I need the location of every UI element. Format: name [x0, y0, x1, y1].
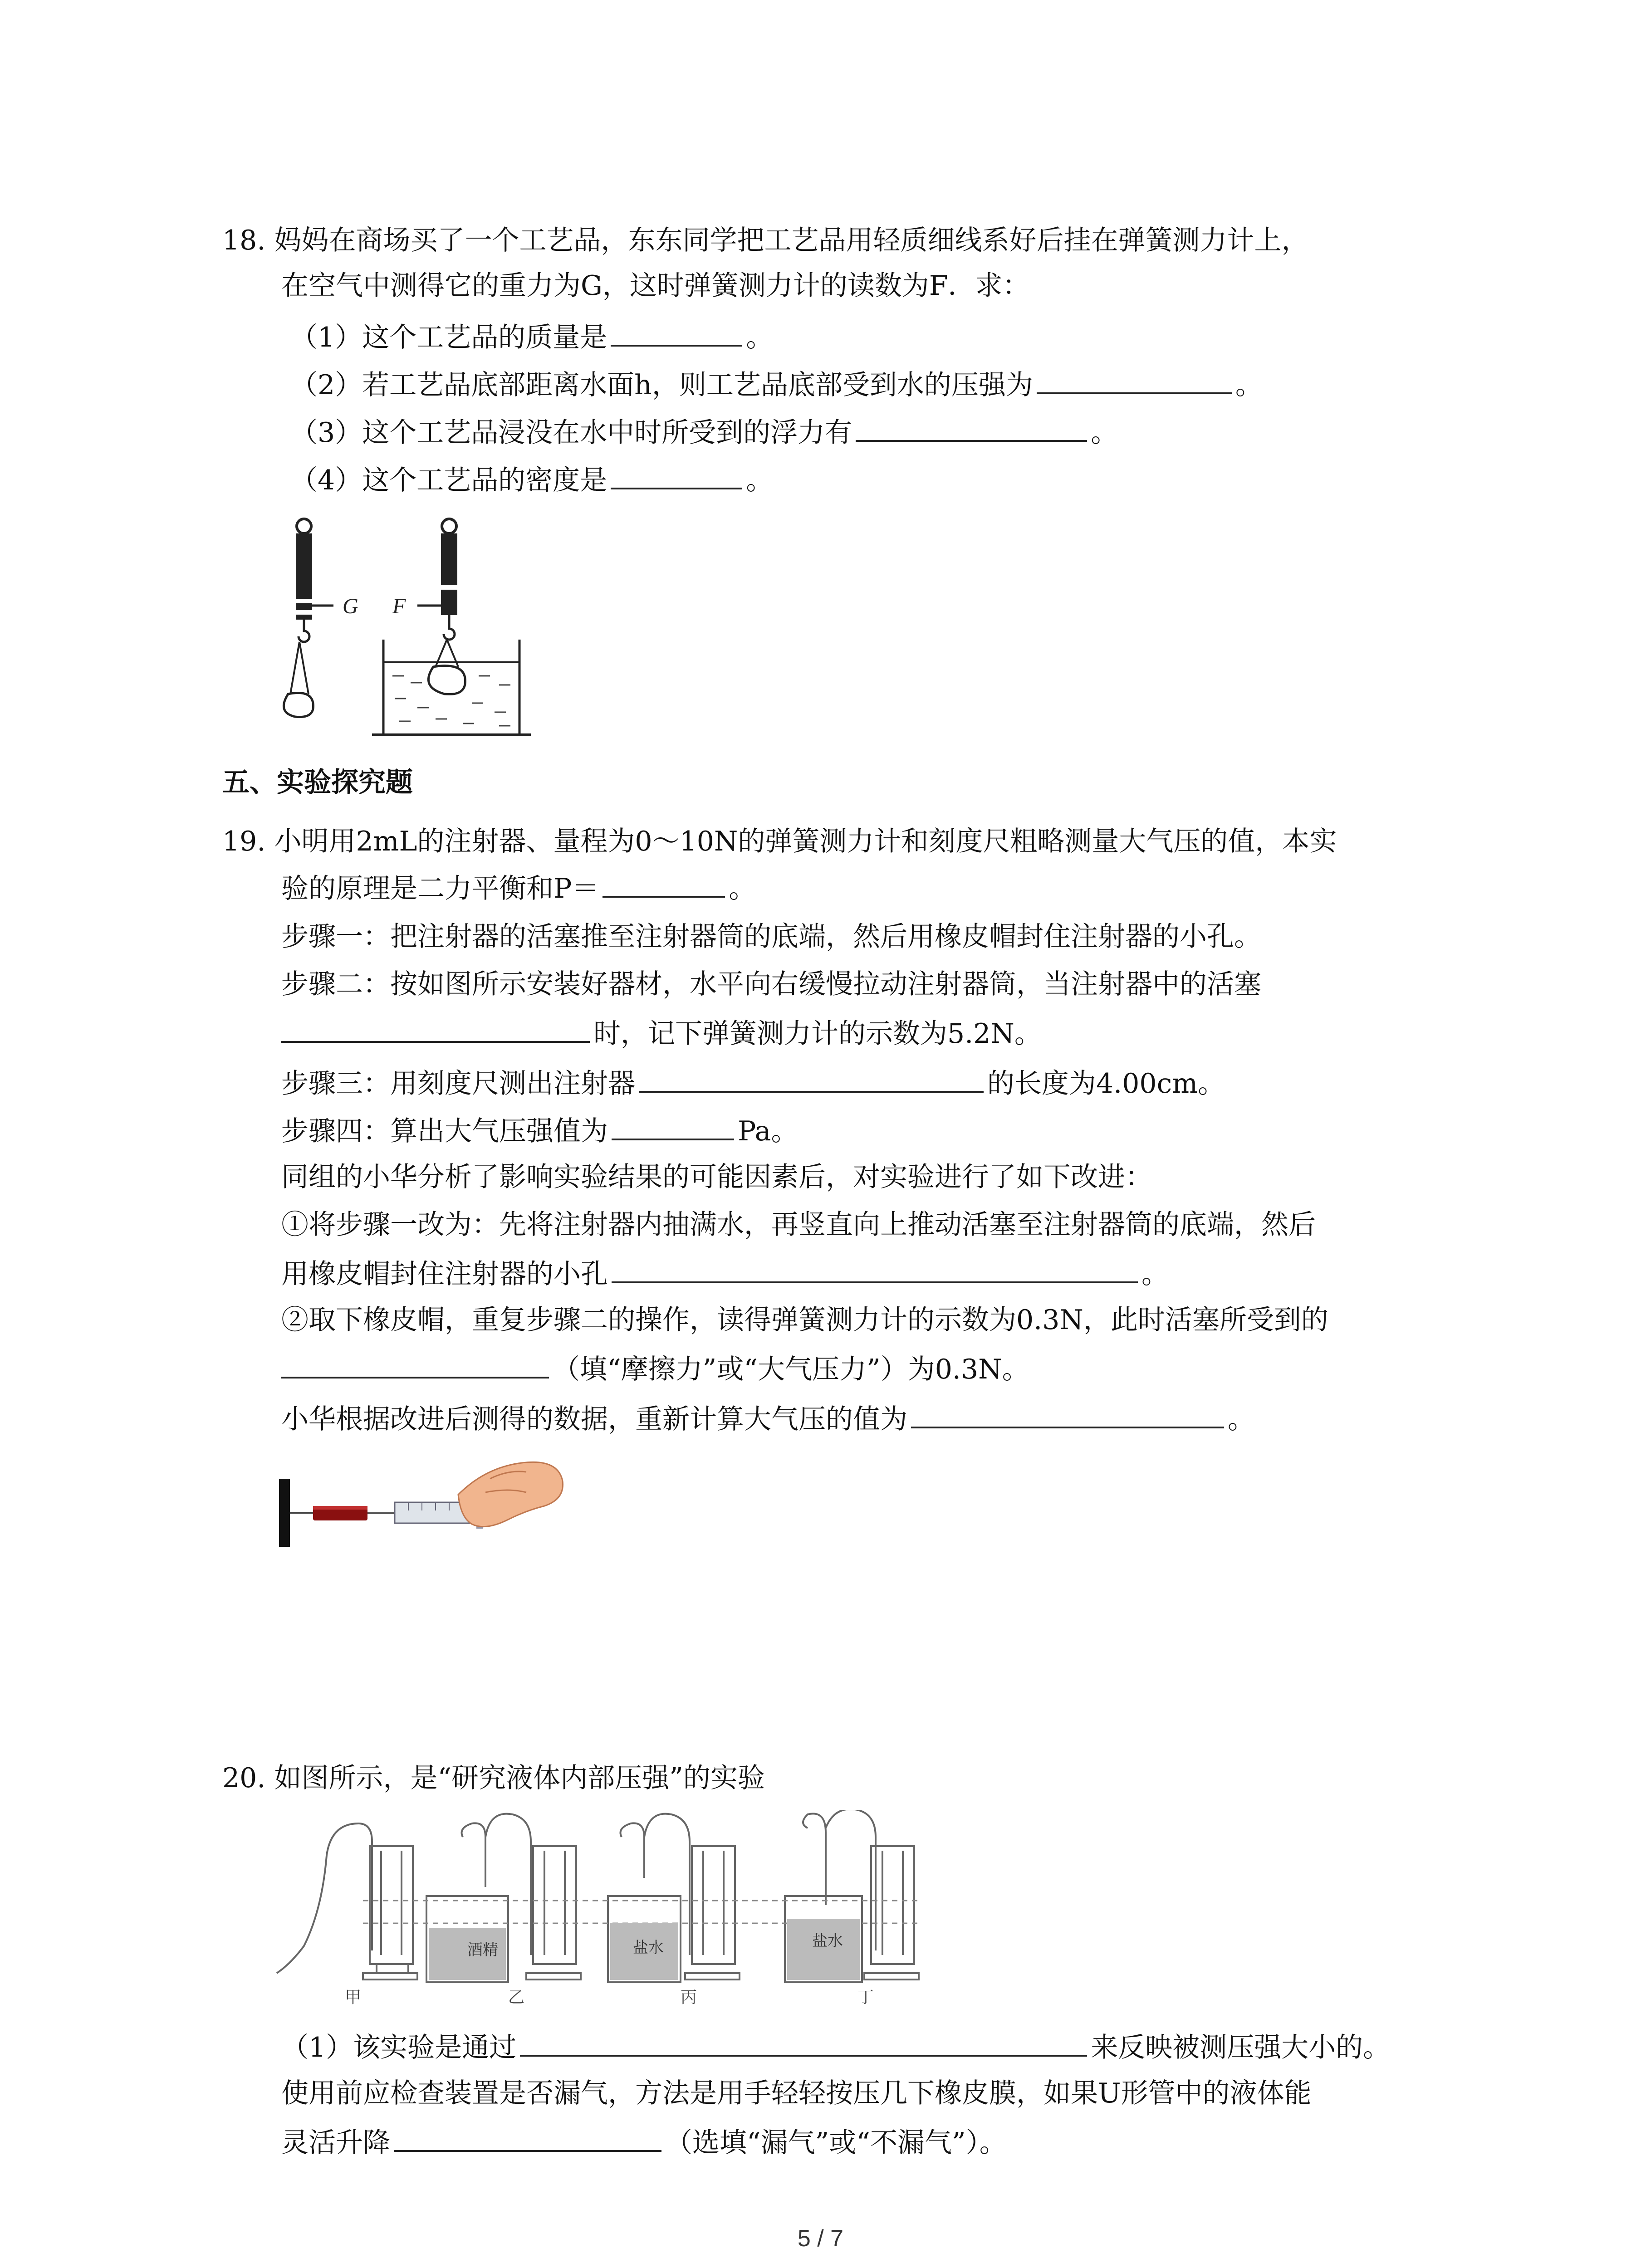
q19-step4-end: Pa。 [738, 1115, 798, 1147]
q19-improve2a: ②取下橡皮帽，重复步骤二的操作，读得弹簧测力计的示数为0.3N，此时活塞所受到的 [281, 1304, 1328, 1336]
q18-sub4-end: 。 [746, 464, 774, 496]
q20-sub1c-end: （选填“漏气”或“不漏气”）。 [665, 2127, 1007, 2159]
q18-blank-3[interactable] [856, 413, 1087, 442]
q20-label-yi: 乙 [508, 1988, 525, 2007]
q18-sub4 [290, 460, 773, 499]
q19-blank-improve2[interactable] [281, 1349, 549, 1378]
q19-syringe-figure [277, 1452, 567, 1551]
q19-final [281, 1399, 1255, 1437]
q19-improve1b-text: 用橡皮帽封住注射器的小孔 [281, 1258, 608, 1290]
q19-improve-intro: 同组的小华分析了影响实验结果的可能因素后，对实验进行了如下改进： [281, 1161, 1152, 1193]
q18-sub3-end: 。 [1091, 417, 1118, 449]
q20-sub1-text: （1）该实验是通过 [281, 2032, 517, 2063]
q19-blank-final[interactable] [911, 1399, 1224, 1428]
q18-sub1 [290, 318, 773, 356]
q20-liquid-label-bing: 盐水 [633, 1939, 664, 1957]
q20-liquid-label-yi: 酒精 [467, 1941, 498, 1959]
q19-step4-text: 步骤四：算出大气压强值为 [281, 1115, 608, 1147]
q18-spring-scale-figure [272, 513, 535, 748]
q18-sub2 [290, 365, 1263, 403]
q20-label-bing: 丙 [681, 1988, 697, 2007]
section-title: 五、实验探究题 [222, 767, 413, 798]
q20-sub1 [281, 2028, 1390, 2066]
q20-liquid-label-ding: 盐水 [812, 1932, 843, 1950]
q18-sub1-text: （1）这个工艺品的质量是 [290, 322, 607, 353]
q19-final-text: 小华根据改进后测得的数据，重新计算大气压的值为 [281, 1403, 907, 1435]
q20-label-jia: 甲 [345, 1988, 362, 2007]
q19-improve2b-text: （填“摩擦力”或“大气压力”）为0.3N。 [553, 1354, 1029, 1385]
q19-blank-step4[interactable] [612, 1111, 734, 1140]
label-g: G [343, 594, 358, 618]
q19-step2b-text: 时，记下弹簧测力计的示数为5.2N。 [593, 1018, 1042, 1050]
q20-line1: 20. 如图所示，是“研究液体内部压强”的实验 [222, 1762, 765, 1794]
q19-blank-step2[interactable] [281, 1014, 590, 1043]
q18-blank-1[interactable] [611, 318, 742, 347]
spring-scale-water [372, 519, 531, 735]
q19-final-end: 。 [1228, 1403, 1255, 1435]
q19-blank-step3[interactable] [639, 1064, 984, 1093]
q19-blank-formula[interactable] [603, 869, 725, 898]
q18-sub3 [290, 413, 1118, 451]
q18-sub4-text: （4）这个工艺品的密度是 [290, 464, 607, 496]
q19-step4 [281, 1111, 798, 1149]
q18-blank-2[interactable] [1037, 365, 1232, 394]
q19-improve2b [281, 1349, 1029, 1388]
q18-sub1-end: 。 [746, 322, 774, 353]
q20-sub1c [281, 2123, 1007, 2161]
q18-sub3-text: （3）这个工艺品浸没在水中时所受到的浮力有 [290, 417, 852, 449]
q20-blank-1[interactable] [520, 2028, 1087, 2057]
q18-sub2-text: （2）若工艺品底部距离水面h，则工艺品底部受到水的压强为 [290, 369, 1033, 401]
q19-step3-text: 步骤三：用刻度尺测出注射器 [281, 1068, 635, 1100]
label-f: F [392, 594, 406, 618]
q19-blank-improve1[interactable] [612, 1254, 1138, 1283]
q18-line1: 18. 妈妈在商场买了一个工艺品，东东同学把工艺品用轻质细线系好后挂在弹簧测力计上， [222, 225, 1309, 256]
q20-blank-2[interactable] [394, 2123, 661, 2152]
q18-line2: 在空气中测得它的重力为G，这时弹簧测力计的读数为F．求： [281, 270, 1030, 302]
q19-step3-end: 的长度为4.00cm。 [987, 1068, 1225, 1100]
q19-step1: 步骤一：把注射器的活塞推至注射器筒的底端，然后用橡皮帽封住注射器的小孔。 [281, 921, 1261, 953]
q18-blank-4[interactable] [611, 460, 742, 489]
q19-line1: 19. 小明用2mL的注射器、量程为0～10N的弹簧测力计和刻度尺粗略测量大气压的值，本实 [222, 826, 1337, 857]
q20-label-ding: 丁 [857, 1988, 874, 2007]
spring-scale-air [284, 519, 333, 717]
q20-sub1b: 使用前应检查装置是否漏气，方法是用手轻轻按压几下橡皮膜，如果U形管中的液体能 [281, 2077, 1312, 2109]
q19-step2: 步骤二：按如图所示安装好器材，水平向右缓慢拉动注射器筒，当注射器中的活塞 [281, 968, 1261, 1000]
q19-improve1a: ①将步骤一改为：先将注射器内抽满水，再竖直向上推动活塞至注射器筒的底端，然后 [281, 1209, 1316, 1241]
q19-improve1b-end: 。 [1141, 1258, 1169, 1290]
q20-manometer-figure [272, 1810, 1034, 2009]
q19-improve1b [281, 1254, 1169, 1292]
q19-line2-text: 验的原理是二力平衡和P＝ [281, 873, 599, 904]
q19-line2 [281, 869, 756, 907]
q20-sub1c-text: 灵活升降 [281, 2127, 390, 2159]
q19-step3 [281, 1064, 1225, 1102]
q20-sub1-end: 来反映被测压强大小的。 [1091, 2032, 1391, 2063]
q19-line2-end: 。 [729, 873, 756, 904]
page-number: 5 / 7 [797, 2225, 844, 2252]
q19-step2b [281, 1014, 1042, 1052]
q18-sub2-end: 。 [1235, 369, 1263, 401]
